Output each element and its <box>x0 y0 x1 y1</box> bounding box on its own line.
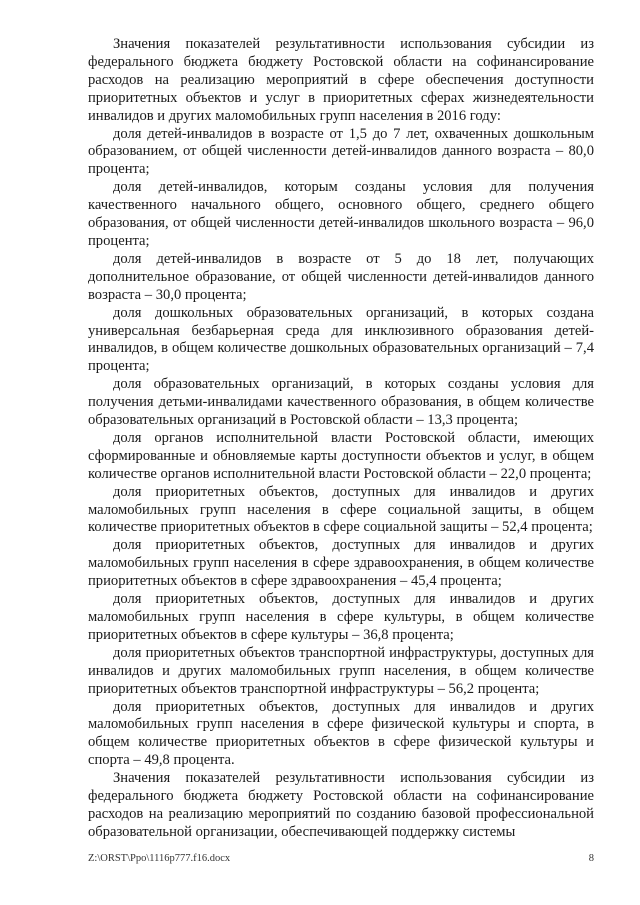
paragraph-additional-education: доля детей-инвалидов в возрасте от 5 до 18 лет, получающих дополнительное образование, от общей численности детей-инвалидов данного возраста – 30,0 процента; <box>88 250 594 303</box>
paragraph-vocational-organization: Значения показателей результативности использования субсидии из федерального бюджета бюджету Ростовской области на софинансирование расходов на реализацию мероприятий по созданию базовой профессиональной образовательной организации, обеспечивающей поддержку системы <box>88 770 594 840</box>
paragraph-transport: доля приоритетных объектов транспортной инфраструктуры, доступных для инвалидов и других маломобильных групп населения, в общем количестве приоритетных объектов транспортной инфраструктуры – 56,2 процента; <box>88 644 594 697</box>
footer-file-path: Z:\ORST\Ppo\1116p777.f16.docx <box>88 853 231 864</box>
document-body <box>88 36 594 842</box>
paragraph-accessibility-maps: доля органов исполнительной власти Ростовской области, имеющих сформированные и обновляемые карты доступности объектов и услуг, в общем количестве органов исполнительной власти Ростовской области – 22,0 процента; <box>88 429 594 482</box>
paragraph-culture: доля приоритетных объектов, доступных для инвалидов и других маломобильных групп населения в сфере культуры, в общем количестве приоритетных объектов в сфере культуры – 36,8 процента; <box>88 591 594 643</box>
paragraph-school-education: доля детей-инвалидов, которым созданы условия для получения качественного начального общего, основного общего, среднего общего образования, от общей численности детей-инвалидов школьного возраста – 96,0 процента; <box>88 179 594 249</box>
paragraph-preschool-organizations: доля дошкольных образовательных организаций, в которых создана универсальная безбарьерная среда для инклюзивного образования детей-инвалидов, в общем количестве дошкольных образовательных организаций – 7,4 процента; <box>88 304 594 375</box>
paragraph-educational-organizations: доля образовательных организаций, в которых созданы условия для получения детьми-инвалидами качественного образования, в общем количестве образовательных организаций в Ростовской области – 13,3 процента; <box>88 376 594 429</box>
page-number: 8 <box>588 853 594 864</box>
paragraph-social-protection: доля приоритетных объектов, доступных для инвалидов и других маломобильных групп населения в сфере социальной защиты, в общем количестве приоритетных объектов в сфере социальной защиты – 52,4 процента; <box>88 483 594 536</box>
paragraph-preschool-education: доля детей-инвалидов в возрасте от 1,5 до 7 лет, охваченных дошкольным образованием, от общей численности детей-инвалидов данного возраста – 80,0 процента; <box>88 125 594 178</box>
paragraph-intro-2016-indicators: Значения показателей результативности использования субсидии из федерального бюджета бюджету Ростовской области на софинансирование расходов на реализацию мероприятий в сфере обеспечения доступности приоритетных объектов и услуг в приоритетных сферах жизнедеятельности инвалидов и других маломобильных групп населения в 2016 году: <box>88 36 594 124</box>
paragraph-healthcare: доля приоритетных объектов, доступных для инвалидов и других маломобильных групп населения в сфере здравоохранения, в общем количестве приоритетных объектов в сфере здравоохранения – 45,4 процента; <box>88 537 594 590</box>
paragraph-sport: доля приоритетных объектов, доступных для инвалидов и других маломобильных групп населения в сфере физической культуры и спорта, в общем количестве приоритетных объектов в сфере физической культуры и спорта – 49,8 процента. <box>88 698 594 769</box>
